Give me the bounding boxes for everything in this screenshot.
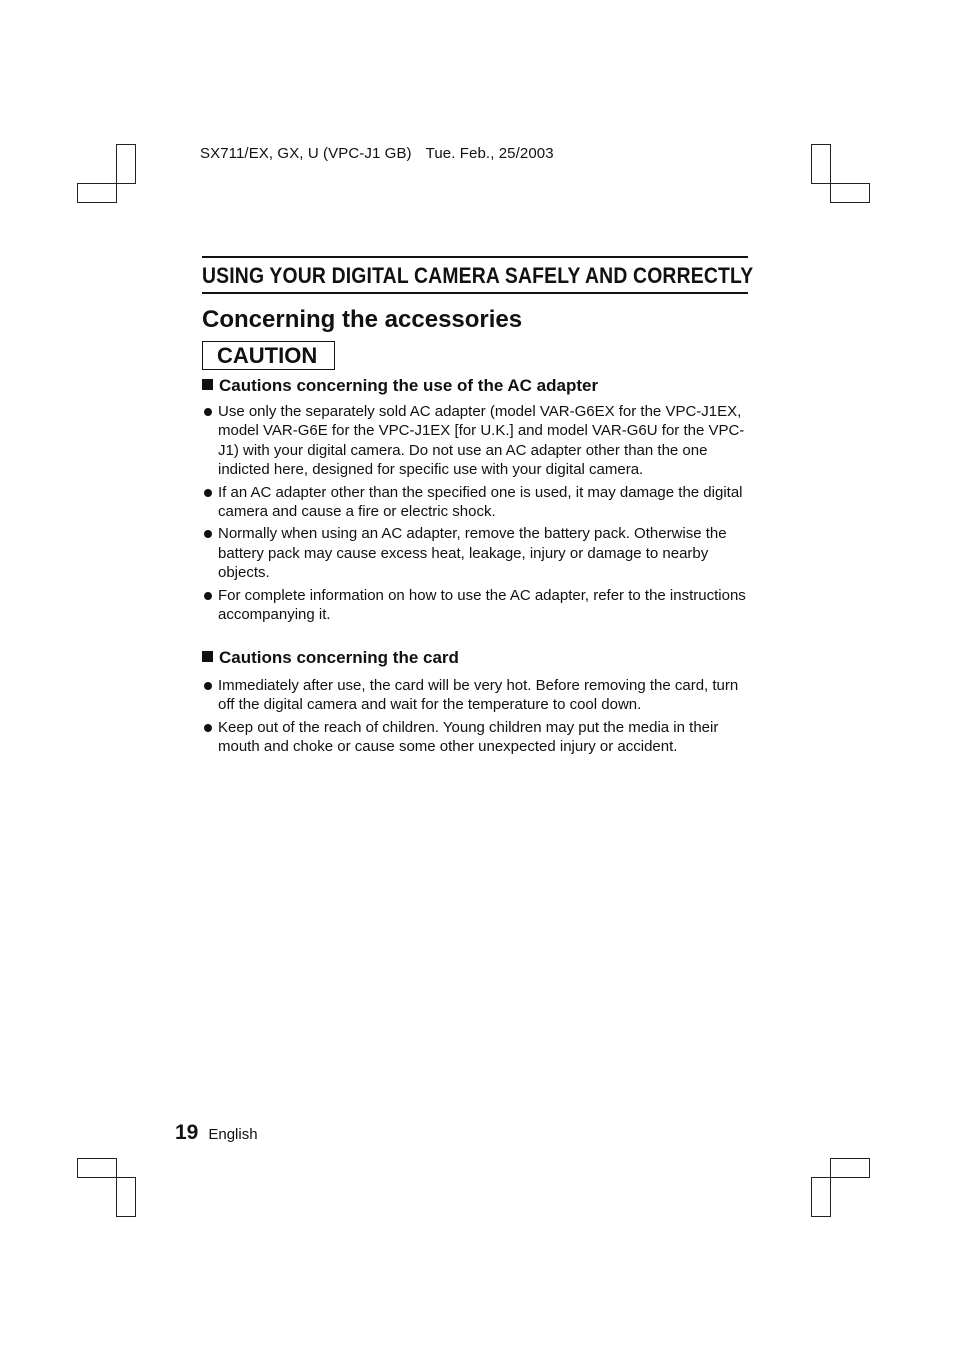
ac-adapter-heading [202,376,598,396]
page-number: 19 [175,1121,199,1144]
square-bullet-icon [202,379,213,390]
list-item: For complete information on how to use the AC adapter, refer to the instructions accompanying it. [202,586,752,625]
language-label: English [208,1126,258,1143]
bullet-dot-icon [204,530,212,538]
page-title: Concerning the accessories [202,306,523,333]
crop-mark [77,1158,117,1178]
bullet-dot-icon [204,682,212,690]
crop-mark [811,144,831,184]
list-item: Use only the separately sold AC adapter (model VAR-G6EX for the VPC-J1EX, model VAR-G6E for the VPC-J1EX [for U.K.] and model VAR-G6U for the VPC-J1) with your digital camera. Do not use an AC adapter other than the one indicted here, designed for specific use with your digital camera. [202,402,752,480]
crop-mark [830,1158,870,1178]
caution-label: CAUTION [217,343,318,368]
square-bullet-icon [202,651,213,662]
page-footer [175,1121,258,1145]
bullet-dot-icon [204,724,212,732]
model-code: SX711/EX, GX, U (VPC-J1 GB) [200,145,412,162]
bullet-dot-icon [204,592,212,600]
card-heading-text: Cautions concerning the card [219,648,459,667]
list-item: Normally when using an AC adapter, remove the battery pack. Otherwise the battery pack may cause excess heat, leakage, injury or damage to nearby objects. [202,524,752,582]
crop-mark [830,183,870,203]
print-date: Tue. Feb., 25/2003 [425,145,554,162]
bullet-dot-icon [204,408,212,416]
list-item: Immediately after use, the card will be very hot. Before removing the card, turn off the digital camera and wait for the temperature to cool down. [202,676,752,715]
crop-mark [116,1177,136,1217]
section-banner [202,256,754,294]
crop-mark [116,144,136,184]
list-item: Keep out of the reach of children. Young children may put the media in their mouth and choke or cause some other unexpected injury or accident. [202,718,752,757]
caution-badge [202,341,335,370]
section-title: USING YOUR DIGITAL CAMERA SAFELY AND CORRECTLY [202,263,754,288]
print-header [200,145,554,162]
crop-mark [811,1177,831,1217]
card-heading [202,648,459,668]
ac-adapter-list [202,402,752,627]
bullet-dot-icon [204,489,212,497]
card-list [202,676,752,760]
crop-mark [77,183,117,203]
list-item: If an AC adapter other than the specified one is used, it may damage the digital camera and cause a fire or electric shock. [202,483,752,522]
ac-adapter-heading-text: Cautions concerning the use of the AC adapter [219,376,599,395]
